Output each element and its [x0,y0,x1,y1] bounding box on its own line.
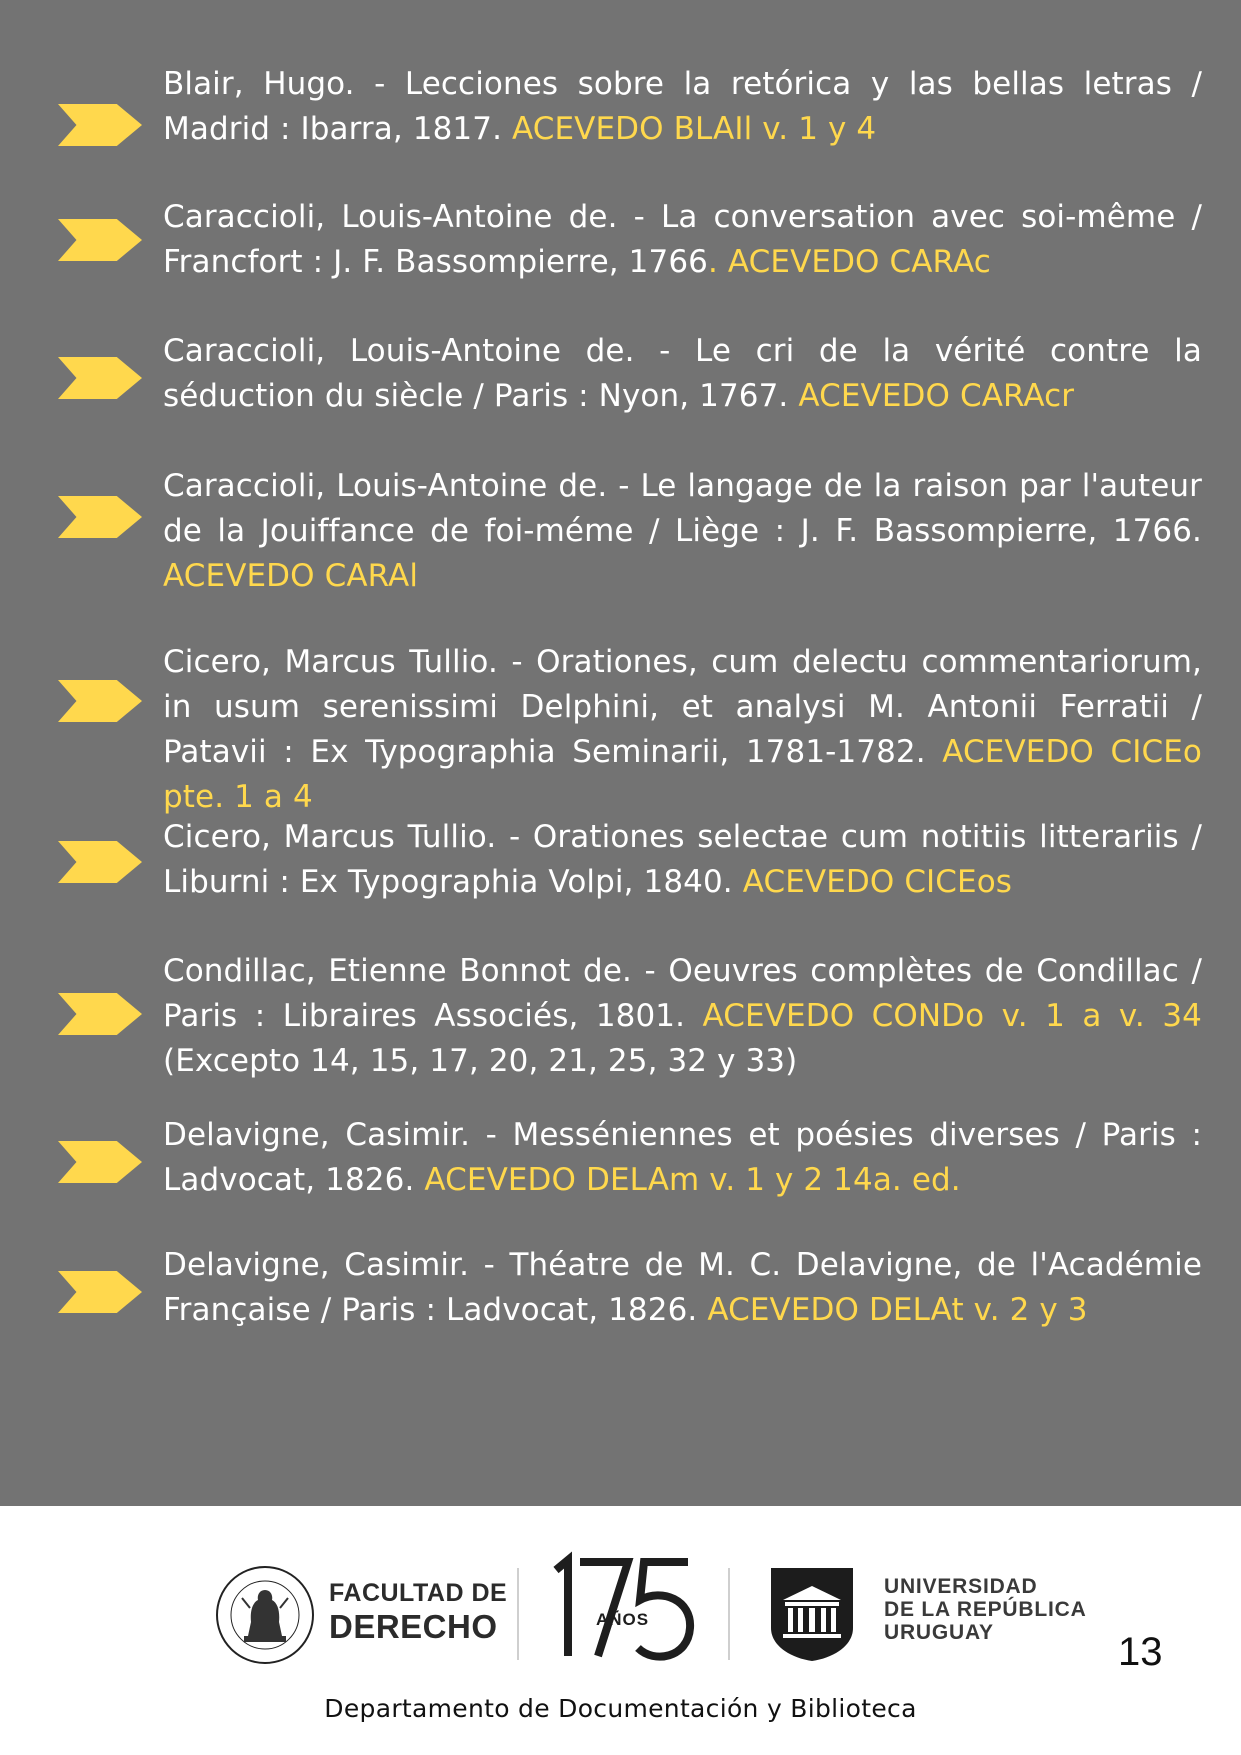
call-number: ACEVEDO CICEos [742,864,1013,900]
call-number: ACEVEDO DELAt v. 2 y 3 [707,1292,1088,1328]
chevron-arrow-icon [58,219,142,261]
entry-text: Caraccioli, Louis-Antoine de. - La conversation avec soi-même / Francfort : J. F. Bassompierre, 1766. ACEVEDO CARAc [163,199,1202,280]
department-name: Departamento de Documentación y Biblioteca [324,1694,917,1723]
entry-text: Delavigne, Casimir. - Messéniennes et poésies diverses / Paris : Ladvocat, 1826. ACEVEDO DELAm v. 1 y 2 14a. ed. [163,1117,1202,1198]
divider [728,1568,730,1660]
call-number: ACEVEDO CONDo v. 1 a v. 34 [702,998,1202,1034]
call-number: ACEVEDO CICEo pte. 1 a 4 [163,734,1202,815]
entry-text: Cicero, Marcus Tullio. - Orationes selectae cum notitiis litterariis / Liburni : Ex Typographia Volpi, 1840. ACEVEDO CICEos [163,819,1202,900]
entry-text: Caraccioli, Louis-Antoine de. - Le langage de la raison par l'auteur de la Jouiffance de foi-méme / Liège : J. F. Bassompierre, 1766. ACEVEDO CARAl [163,468,1202,594]
page-number: 13 [1118,1630,1163,1674]
call-number: ACEVEDO CARAl [163,558,419,594]
chevron-arrow-icon [58,680,142,722]
entry-text: Condillac, Etienne Bonnot de. - Oeuvres complètes de Condillac / Paris : Libraires Associés, 1801. ACEVEDO CONDo v. 1 a v. 34 (Excepto 14, 15, 17, 20, 21, 25, 32 y 33) [163,953,1202,1079]
anniversary-label: AÑOS [596,1610,650,1629]
chevron-arrow-icon [58,357,142,399]
chevron-arrow-icon [58,496,142,538]
chevron-arrow-icon [58,993,142,1035]
university-name: UNIVERSIDAD DE LA REPÚBLICA URUGUAY [884,1575,1087,1644]
entry-text: Caraccioli, Louis-Antoine de. - Le cri de la vérité contre la séduction du siècle / Paris : Nyon, 1767. ACEVEDO CARAcr [163,333,1202,414]
faculty-seal-logo [214,1564,316,1666]
chevron-arrow-icon [58,1271,142,1313]
entry-text: Blair, Hugo. - Lecciones sobre la retórica y las bellas letras / Madrid : Ibarra, 1817. ACEVEDO BLAIl v. 1 y 4 [163,66,1202,147]
footer [0,1506,1241,1755]
anniversary-logo [550,1548,700,1668]
chevron-arrow-icon [58,104,142,146]
divider [517,1568,519,1660]
call-number: ACEVEDO BLAIl v. 1 y 4 [511,111,877,147]
call-number: . ACEVEDO CARAc [707,244,991,280]
entry-text: Delavigne, Casimir. - Théatre de M. C. Delavigne, de l'Académie Française / Paris : Ladvocat, 1826. ACEVEDO DELAt v. 2 y 3 [163,1247,1202,1328]
call-number: ACEVEDO CARAcr [798,378,1075,414]
chevron-arrow-icon [58,1141,142,1183]
entry-text: Cicero, Marcus Tullio. - Orationes, cum delectu commentariorum, in usum serenissimi Delphini, et analysi M. Antonii Ferratii / Patavii : Ex Typographia Seminarii, 1781-1782. ACEVEDO CICEo pte. 1 a 4 [163,644,1202,815]
call-number: ACEVEDO DELAm v. 1 y 2 14a. ed. [424,1162,961,1198]
chevron-arrow-icon [58,841,142,883]
faculty-name: FACULTAD DE DERECHO [329,1579,508,1645]
university-logo [769,1566,855,1662]
